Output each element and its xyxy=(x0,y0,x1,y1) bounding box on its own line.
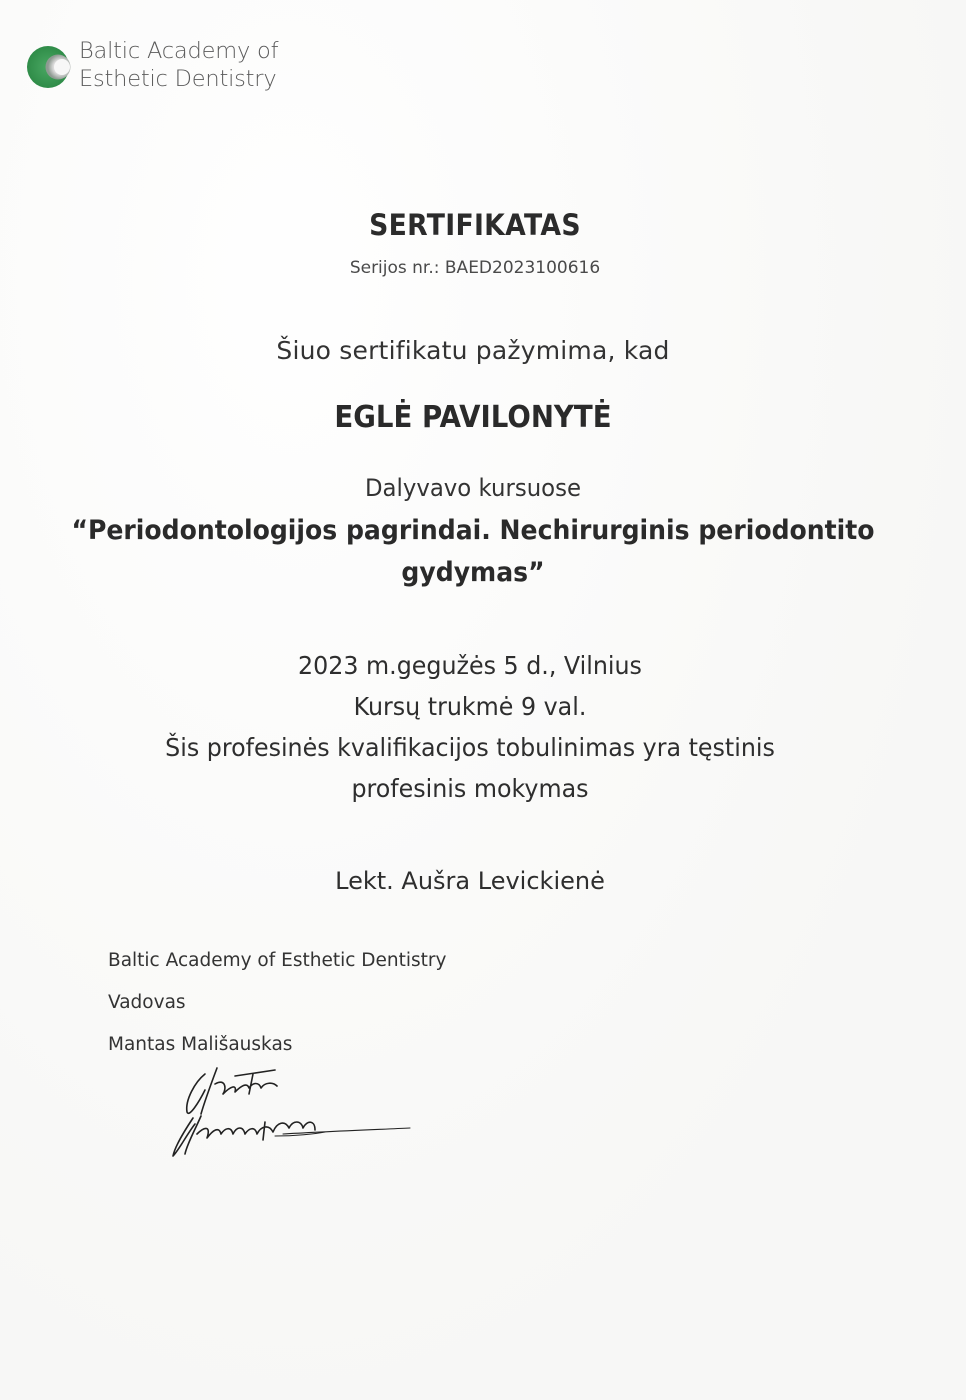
participated-label: Dalyvavo kursuose xyxy=(364,474,582,502)
signatory-block xyxy=(108,940,446,1066)
serial-number: Serijos nr.: BAED2023100616 xyxy=(349,258,601,278)
course-title: “Periodontologijos pagrindai. Nechirurginis periodontito gydymas” xyxy=(71,515,875,588)
logo-line-1: Baltic Academy of xyxy=(79,38,279,64)
crescent-logo-icon xyxy=(27,45,71,89)
course-duration: Kursų trukmė 9 val. xyxy=(353,692,587,721)
signatory-name: Mantas Mališauskas xyxy=(108,1034,293,1055)
logo-line-2: Esthetic Dentistry xyxy=(79,66,277,92)
intro-text: Šiuo sertifikatu pažymima, kad xyxy=(276,336,670,365)
training-note-line-2: profesinis mokymas xyxy=(351,774,589,803)
recipient-name: EGLĖ PAVILONYTĖ xyxy=(334,400,612,435)
training-note-line-1: Šis profesinės kvalifikacijos tobulinimas yra tęstinis xyxy=(165,733,775,762)
signatory-role: Vadovas xyxy=(108,992,186,1013)
course-details xyxy=(62,645,879,809)
date-place: 2023 m.gegužės 5 d., Vilnius xyxy=(298,651,642,680)
signatory-organization: Baltic Academy of Esthetic Dentistry xyxy=(108,950,447,971)
logo-wordmark xyxy=(79,37,278,93)
lecturer-name: Lekt. Aušra Levickienė xyxy=(335,867,605,895)
certificate-title: SERTIFIKATAS xyxy=(369,208,581,242)
handwritten-signature-icon xyxy=(165,1060,415,1160)
academy-logo xyxy=(27,37,278,93)
